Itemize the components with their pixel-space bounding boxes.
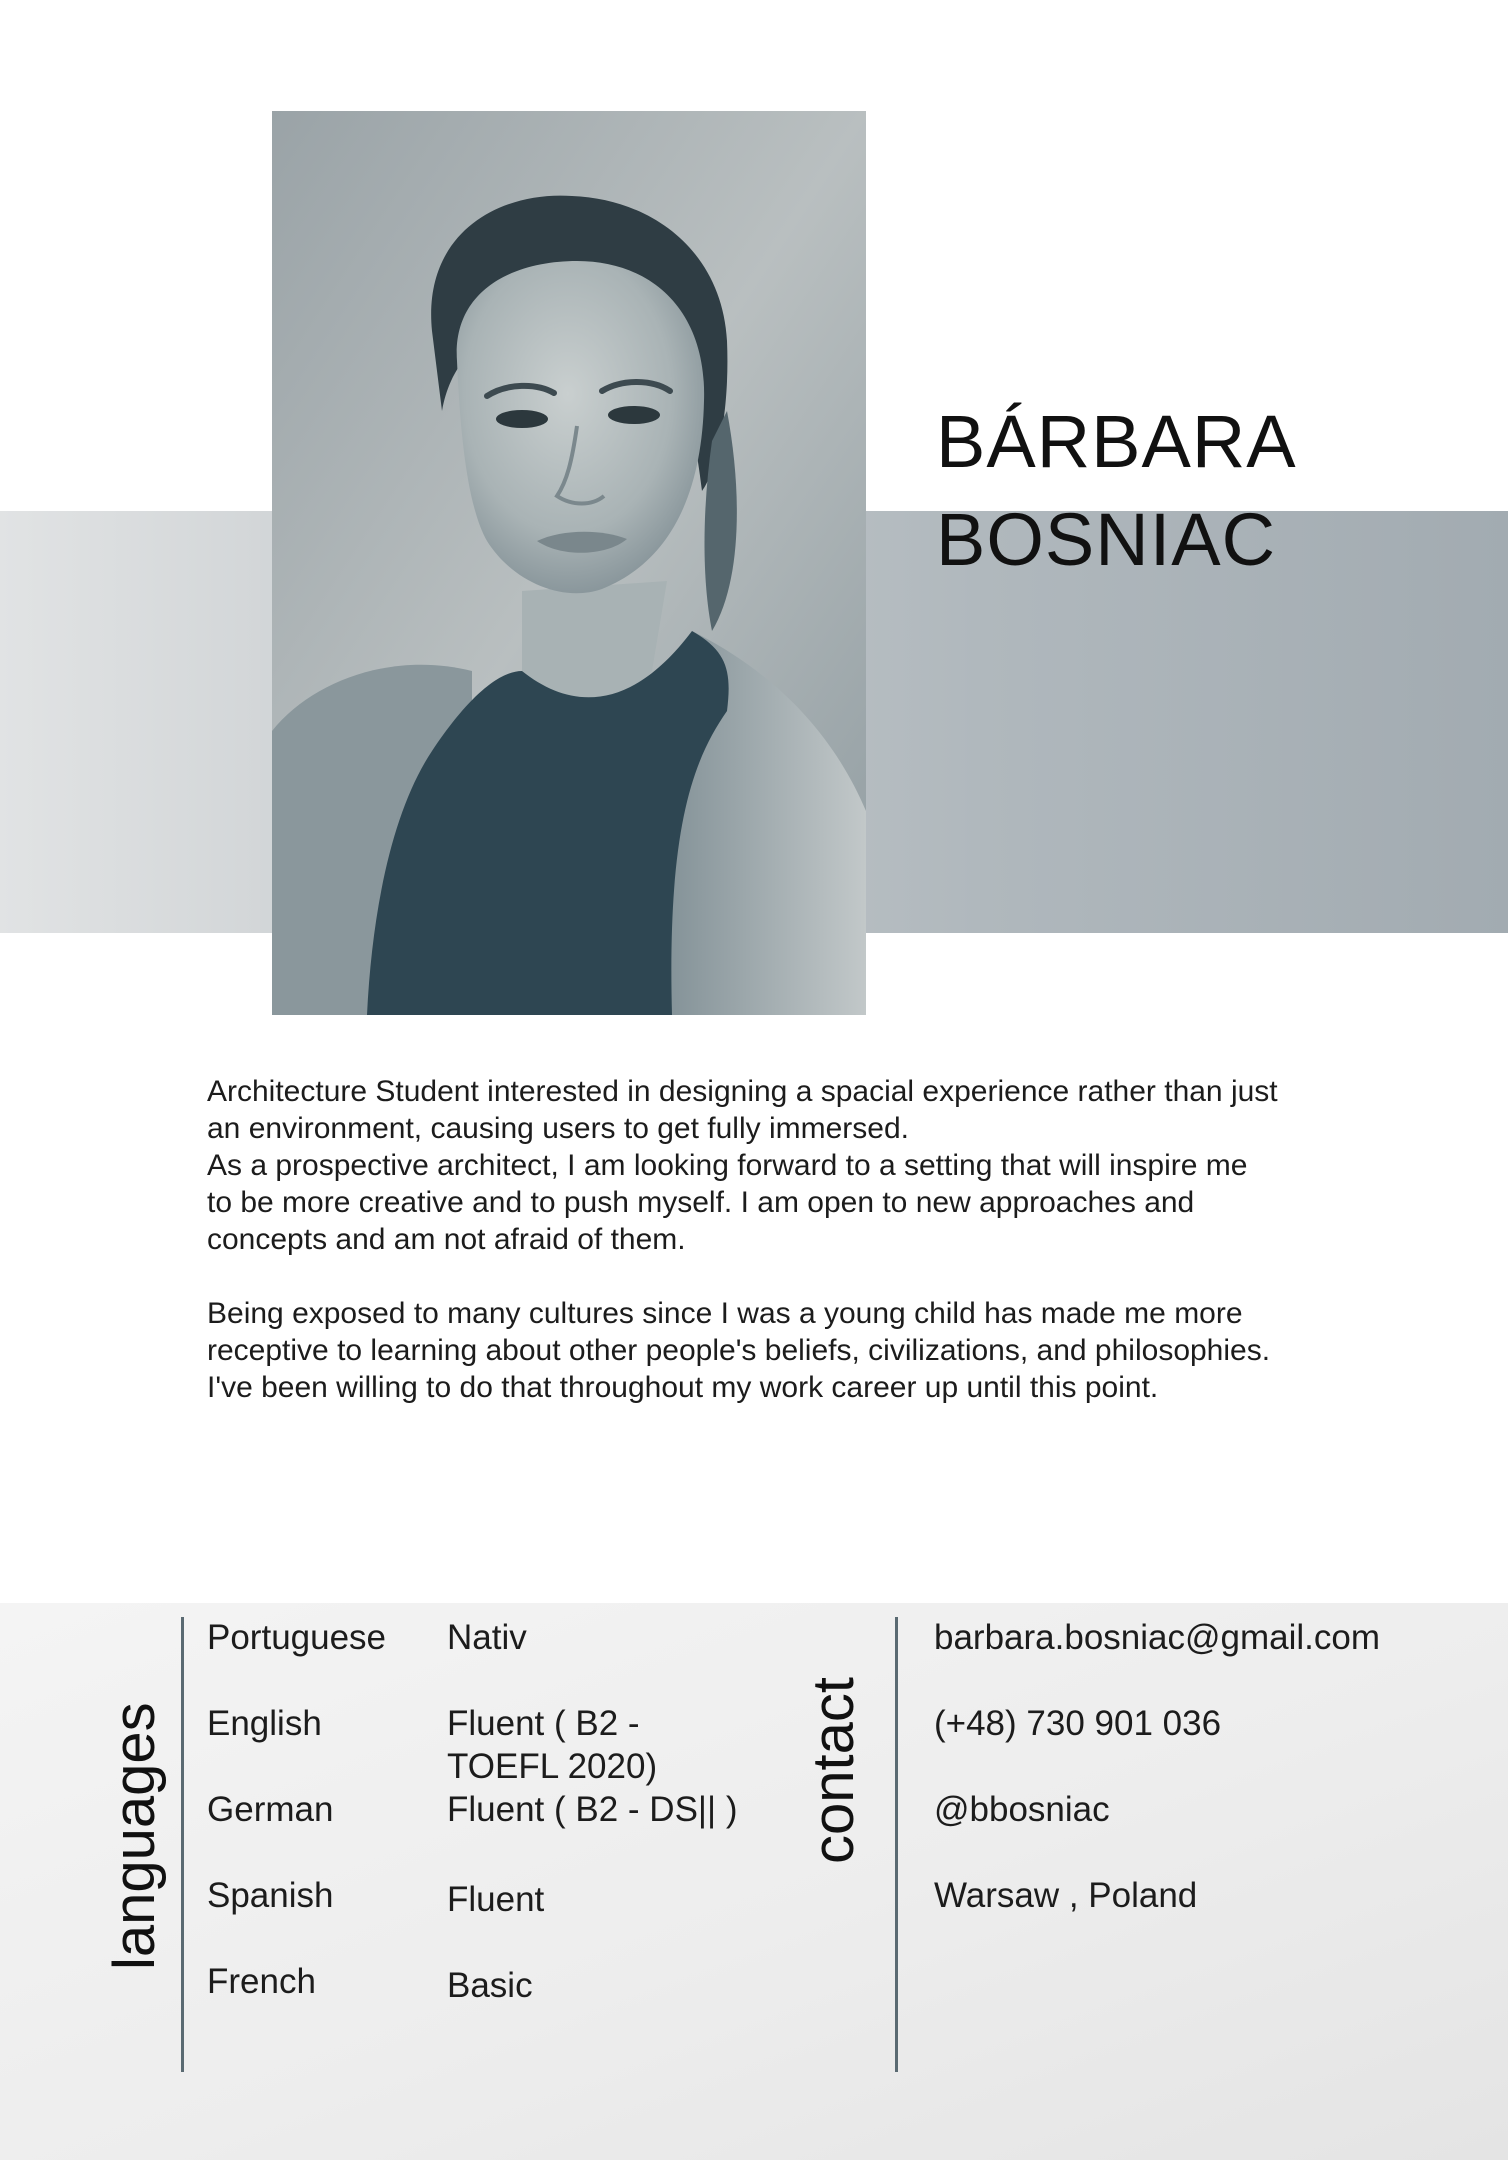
contact-email[interactable]: barbara.bosniac@gmail.com bbox=[934, 1618, 1381, 1657]
contact-location: Warsaw , Poland bbox=[934, 1876, 1198, 1915]
languages-heading: languages bbox=[102, 1702, 167, 1970]
language-name: French bbox=[207, 1962, 316, 2001]
bio-paragraph: Being exposed to many cultures since I was a young child has made me more receptive to learning about other people's beliefs, civilizations, and philosophies. I've been willing to do that throughout my work career up until this point. bbox=[207, 1297, 1271, 1404]
last-name: BOSNIAC bbox=[936, 498, 1277, 581]
language-level: Fluent ( B2 - DS|| ) bbox=[447, 1790, 738, 1829]
language-level: Nativ bbox=[447, 1618, 527, 1657]
bio-paragraph: Architecture Student interested in designing a spacial experience rather than just an environment, causing users to get fully immersed. As a prospective architect, I am looking forward to a setting that will inspire me to be more creative and to push myself. I am open to new approaches and concepts and am not afraid of them. bbox=[207, 1075, 1278, 1256]
contact-heading: contact bbox=[801, 1677, 866, 1864]
first-name: BÁRBARA bbox=[936, 400, 1297, 483]
portrait-illustration bbox=[272, 111, 866, 1015]
contact-phone[interactable]: (+48) 730 901 036 bbox=[934, 1704, 1222, 1743]
language-level: Fluent ( B2 - TOEFL 2020) bbox=[447, 1704, 658, 1786]
language-level: Fluent bbox=[447, 1880, 545, 1919]
contact-divider bbox=[895, 1617, 898, 2072]
portrait-photo bbox=[272, 111, 866, 1015]
language-level: Basic bbox=[447, 1966, 533, 2005]
contact-handle[interactable]: @bbosniac bbox=[934, 1790, 1110, 1829]
languages-divider bbox=[181, 1617, 184, 2072]
language-name: Spanish bbox=[207, 1876, 334, 1915]
bio-section bbox=[207, 1073, 1477, 1406]
language-name: Portuguese bbox=[207, 1618, 387, 1657]
language-name: English bbox=[207, 1704, 322, 1743]
language-name: German bbox=[207, 1790, 334, 1829]
name-heading bbox=[936, 393, 1297, 589]
